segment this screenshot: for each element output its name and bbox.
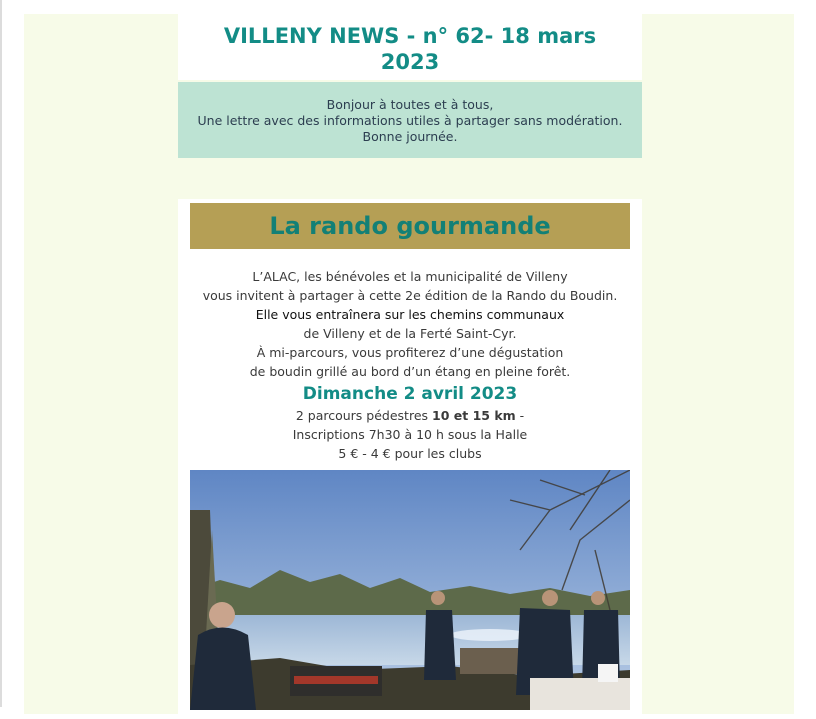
title-line-2: 2023	[380, 50, 440, 74]
greeting: Bonjour à toutes et à tous,	[326, 97, 494, 112]
article-line: de Villeny et de la Ferté Saint-Cyr.	[303, 326, 517, 341]
page-edge	[0, 0, 2, 707]
article-rando	[178, 199, 642, 719]
tarifs-text: 5 € - 4 € pour les clubs	[338, 446, 482, 461]
parcours-text: 2 parcours pédestres	[295, 408, 429, 423]
article-line: vous invitent à partager à cette 2e édition de la Rando du Boudin.	[202, 288, 618, 303]
intro-box	[178, 82, 642, 158]
newsletter-title	[178, 14, 642, 75]
article-banner	[190, 203, 630, 249]
parcours-distance: 10 et 15 km	[432, 408, 516, 423]
sign-off: Bonne journée.	[362, 129, 458, 144]
newsletter-header	[178, 14, 642, 80]
article-line: À mi-parcours, vous profiterez d’une dégustation	[256, 345, 564, 360]
intro-message: Une lettre avec des informations utiles à partager sans modération.	[197, 113, 623, 128]
article-line: de boudin grillé au bord d’un étang en pleine forêt.	[249, 364, 571, 379]
event-date: Dimanche 2 avril 2023	[302, 384, 518, 404]
intro-text	[178, 82, 642, 145]
article-line: Elle vous entraînera sur les chemins communaux	[255, 307, 565, 322]
article-title: La rando gourmande	[269, 212, 551, 240]
parcours-dash: -	[519, 408, 525, 423]
event-photo	[190, 470, 630, 710]
inscriptions-text: Inscriptions 7h30 à 10 h sous la Halle	[292, 427, 528, 442]
article-line: L’ALAC, les bénévoles et la municipalité de Villeny	[252, 269, 568, 284]
article-body	[190, 267, 630, 463]
title-line-1: VILLENY NEWS - n° 62- 18 mars	[223, 24, 597, 48]
